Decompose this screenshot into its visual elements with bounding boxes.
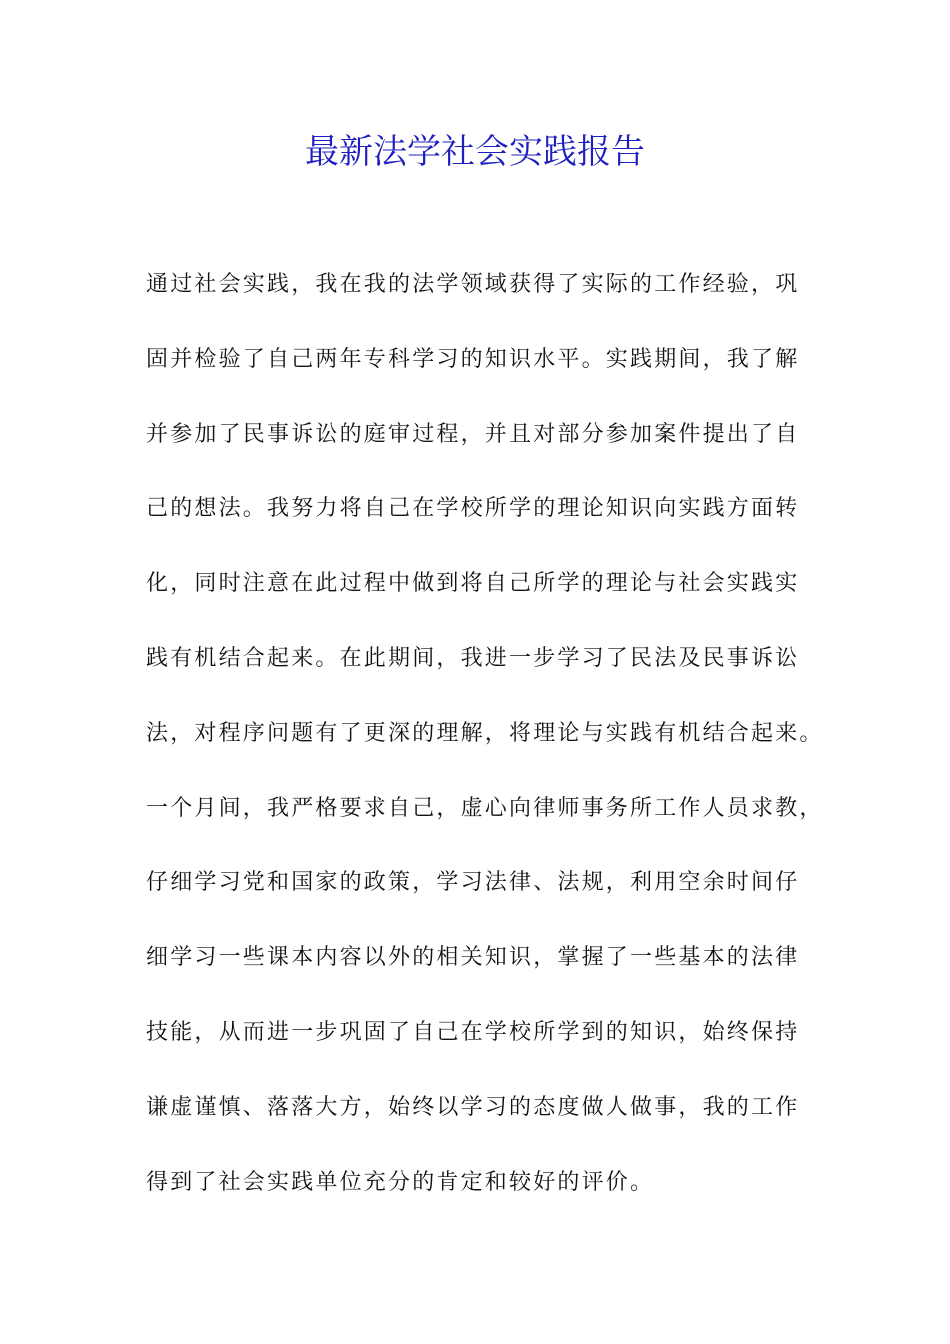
body-line-13: 得到了社会实践单位充分的肯定和较好的评价。 [146,1169,655,1195]
document-title: 最新法学社会实践报告 [305,132,645,172]
body-line-3: 并参加了民事诉讼的庭审过程，并且对部分参加案件提出了自 [146,421,800,447]
body-line-9: 仔细学习党和国家的政策，学习法律、法规，利用空余时间仔 [146,870,800,896]
body-line-10: 细学习一些课本内容以外的相关知识，掌握了一些基本的法律 [146,945,800,971]
body-line-2: 固并检验了自己两年专科学习的知识水平。实践期间，我了解 [146,346,800,372]
body-line-1: 通过社会实践，我在我的法学领域获得了实际的工作经验，巩 [146,272,800,297]
body-line-6: 践有机结合起来。在此期间，我进一步学习了民法及民事诉讼 [146,645,800,671]
body-line-12: 谦虚谨慎、落落大方，始终以学习的态度做人做事，我的工作 [146,1094,800,1120]
body-line-11: 技能，从而进一步巩固了自己在学校所学到的知识，始终保持 [146,1019,800,1045]
body-line-5: 化，同时注意在此过程中做到将自己所学的理论与社会实践实 [146,571,800,597]
document-body [146,262,846,1234]
body-line-8: 一个月间，我严格要求自己，虚心向律师事务所工作人员求教， [146,795,824,821]
body-line-4: 己的想法。我努力将自己在学校所学的理论知识向实践方面转 [146,496,800,522]
body-line-7: 法，对程序问题有了更深的理解，将理论与实践有机结合起来。 [146,720,824,746]
